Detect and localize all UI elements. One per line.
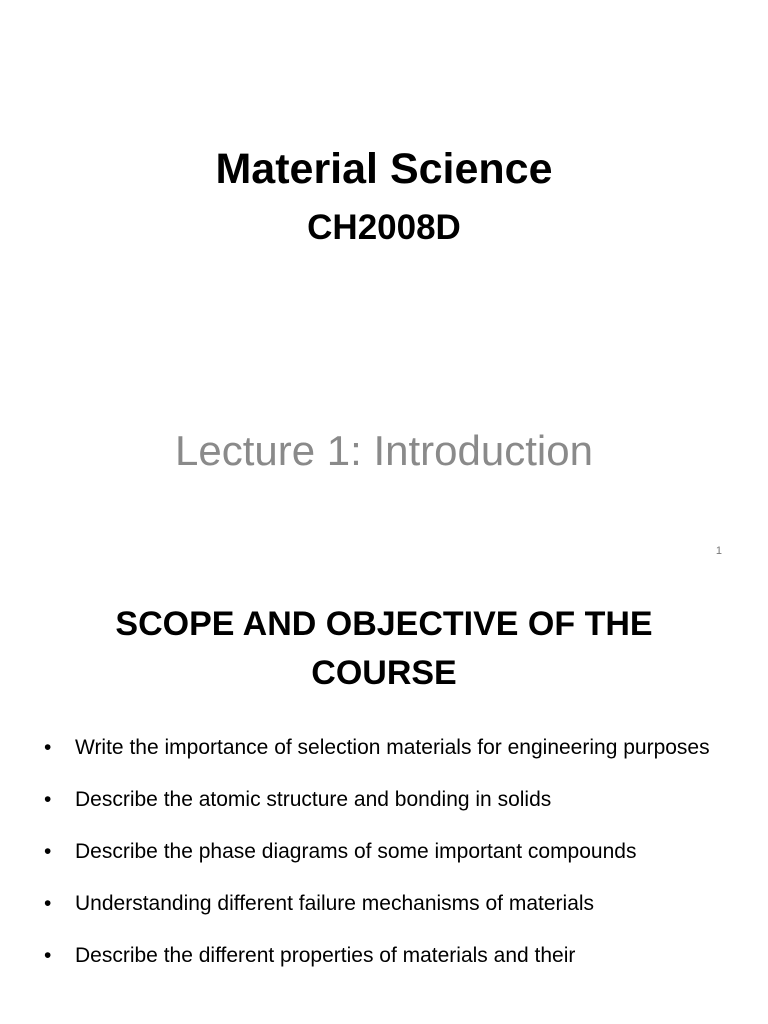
objective-text: Describe the different properties of materials and their — [75, 944, 576, 967]
objective-item — [44, 725, 734, 771]
bullet-icon: • — [44, 736, 52, 759]
objective-text: Write the importance of selection materials for engineering purposes — [75, 736, 710, 759]
bullet-icon: • — [44, 892, 52, 915]
objective-item — [44, 881, 734, 927]
scope-title: SCOPE AND OBJECTIVE OF THE COURSE — [115, 605, 653, 692]
bullet-icon: • — [44, 944, 52, 967]
course-title: Material Science — [215, 145, 553, 193]
objective-item — [44, 829, 734, 875]
lecture-subtitle: Lecture 1: Introduction — [175, 427, 593, 474]
bullet-icon: • — [44, 840, 52, 863]
objectives-slide — [0, 545, 768, 1024]
objectives-list — [44, 725, 734, 985]
objective-text: Describe the atomic structure and bonding in solids — [75, 788, 552, 811]
objective-item — [44, 933, 734, 979]
page-number: 1 — [715, 545, 722, 557]
objective-item — [44, 777, 734, 823]
objective-text: Describe the phase diagrams of some important compounds — [75, 840, 637, 863]
bullet-icon: • — [44, 788, 52, 811]
objective-text: Understanding different failure mechanisms of materials — [75, 892, 595, 915]
course-code: CH2008D — [307, 208, 461, 247]
